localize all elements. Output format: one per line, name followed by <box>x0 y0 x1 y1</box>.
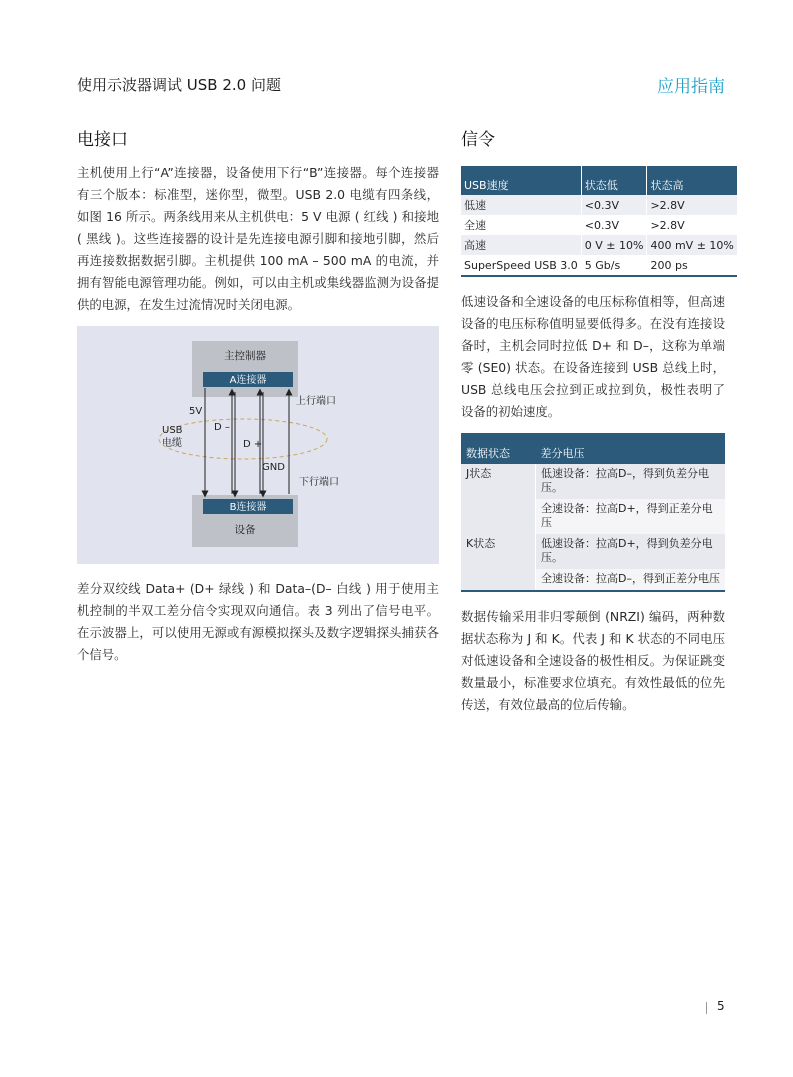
table-cell: SuperSpeed USB 3.0 <box>461 255 581 276</box>
table-header-row <box>461 166 737 195</box>
table-cell: <0.3V <box>581 215 647 235</box>
table-row <box>461 235 737 255</box>
table-cell: <0.3V <box>581 195 647 215</box>
electrical-interface-paragraph: 主机使用上行“A”连接器，设备使用下行“B”连接器。每个连接器有三个版本：标准型，迷你型，微型。USB 2.0 电缆有四条线，如图 16 所示。两条线用来从主机供电：5 V 电源 ( 红线 ) 和接地 ( 黑线 )。这些连接器的设计是先连接电源引脚和接地引脚，然后再连接数据数据引脚。主机提供 100 mA – 500 mA 的电流，并拥有智能电源管理功能。例如，可以由主机或集线器监测为设备提供的电源，在发生过流情况时关闭电源。 <box>77 165 439 312</box>
left-column <box>77 128 439 666</box>
usb-cable-diagram <box>77 326 439 564</box>
table-cell: 全速 <box>461 215 581 235</box>
table-cell: 200 ps <box>647 255 737 276</box>
table-row <box>461 215 737 235</box>
k-state-cell: K状态 <box>461 534 536 591</box>
voltage-levels-paragraph: 低速设备和全速设备的电压标称值相等，但高速设备的电压标称值明显要低得多。在没有连接设备时，主机会同时拉低 D+ 和 D–，这称为单端零 (SE0) 状态。在设备连接到 USB 总线上时，USB 总线电压会拉到正或拉到负，极性表明了设备的初始速度。 <box>461 294 725 419</box>
host-controller-label: 主控制器 <box>224 350 266 362</box>
table-cell: 5 Gb/s <box>581 255 647 276</box>
section-heading-signaling: 信令 <box>461 130 495 150</box>
label-usb-cable-line2: 电缆 <box>162 438 182 449</box>
table-row <box>461 195 737 215</box>
table-cell: >2.8V <box>647 215 737 235</box>
table-row <box>461 464 725 499</box>
usb-speed-table <box>461 166 737 277</box>
header-usb-speed: USB速度 <box>461 166 581 195</box>
label-dplus: D + <box>243 439 263 450</box>
document-category-tag: 应用指南 <box>657 77 725 97</box>
label-dminus: D – <box>214 422 230 433</box>
b-connector-label: B连接器 <box>229 502 267 513</box>
table-cell: 低速设备：拉高D–，得到负差分电压。 <box>536 464 726 499</box>
table-cell: 全速设备：拉高D+，得到正差分电压 <box>536 499 726 534</box>
document-header-title: 使用示波器调试 USB 2.0 问题 <box>77 76 281 94</box>
data-state-table <box>461 433 725 592</box>
table-cell: 低速设备：拉高D+，得到负差分电压。 <box>536 534 726 569</box>
table-cell: 0 V ± 10% <box>581 235 647 255</box>
section-heading-electrical-interface: 电接口 <box>77 130 128 150</box>
table-header-row <box>461 433 725 464</box>
table-cell: >2.8V <box>647 195 737 215</box>
page-number: 5 <box>717 999 725 1013</box>
header-state-high: 状态高 <box>647 166 737 195</box>
table-row <box>461 255 737 276</box>
header-state-low: 状态低 <box>581 166 647 195</box>
header-data-state: 数据状态 <box>461 433 536 464</box>
a-connector-label: A连接器 <box>229 375 267 386</box>
header-differential-voltage: 差分电压 <box>536 433 726 464</box>
nrzi-encoding-paragraph: 数据传输采用非归零颠倒 (NRZI) 编码，两种数据状态称为 J 和 K。代表 J 和 K 状态的不同电压对低速设备和全速设备的极性相反。为保证跳变数量最小，标准要求位填充。有效性最低的位先传送，有效位最高的位后传输。 <box>461 609 725 712</box>
label-usb-cable-line1: USB <box>162 425 183 436</box>
right-column <box>461 128 734 716</box>
label-downstream-port: 下行端口 <box>299 477 339 488</box>
label-gnd: GND <box>262 462 285 473</box>
table-row <box>461 534 725 569</box>
table-cell: 全速设备：拉高D–，得到正差分电压 <box>536 569 726 591</box>
label-upstream-port: 上行端口 <box>296 396 336 407</box>
table-cell: 400 mV ± 10% <box>647 235 737 255</box>
table-cell: 高速 <box>461 235 581 255</box>
table-cell: 低速 <box>461 195 581 215</box>
label-5v: 5V <box>189 406 203 417</box>
j-state-cell: J状态 <box>461 464 536 534</box>
page-number-divider <box>706 1002 707 1014</box>
differential-pair-paragraph: 差分双绞线 Data+ (D+ 绿线 ) 和 Data–(D– 白线 ) 用于使用主机控制的半双工差分信令实现双向通信。表 3 列出了信号电平。在示波器上，可以使用无源或有源模拟探头及数字逻辑探头捕获各个信号。 <box>77 581 439 662</box>
device-label: 设备 <box>234 524 256 536</box>
